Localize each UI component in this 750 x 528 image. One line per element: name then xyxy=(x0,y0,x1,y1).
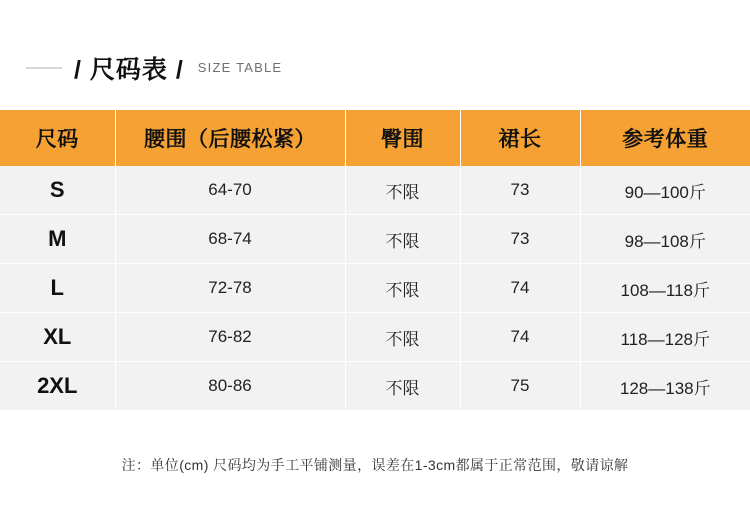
table-row xyxy=(0,215,750,264)
column-header-waist: 腰围（后腰松紧） xyxy=(115,110,345,166)
cell-length: 73 xyxy=(460,166,580,215)
cell-waist: 72-78 xyxy=(115,264,345,313)
cell-length: 73 xyxy=(460,215,580,264)
cell-size: M xyxy=(0,215,115,264)
cell-weight: 128—138斤 xyxy=(580,362,750,411)
page-header xyxy=(0,46,750,90)
header-rule xyxy=(26,67,62,69)
cell-hip: 不限 xyxy=(345,215,460,264)
cell-hip: 不限 xyxy=(345,313,460,362)
column-header-length: 裙长 xyxy=(460,110,580,166)
column-header-size: 尺码 xyxy=(0,110,115,166)
cell-hip: 不限 xyxy=(345,362,460,411)
column-header-hip: 臀围 xyxy=(345,110,460,166)
table-header-row xyxy=(0,110,750,166)
cell-size: S xyxy=(0,166,115,215)
measurement-note: 注：单位(cm) 尺码均为手工平铺测量，误差在1-3cm都属于正常范围，敬请谅解 xyxy=(121,457,629,473)
cell-waist: 80-86 xyxy=(115,362,345,411)
column-header-weight: 参考体重 xyxy=(580,110,750,166)
table-row xyxy=(0,362,750,411)
cell-size: XL xyxy=(0,313,115,362)
cell-waist: 64-70 xyxy=(115,166,345,215)
page-title: / 尺码表 / xyxy=(74,56,184,84)
table-row xyxy=(0,166,750,215)
cell-weight: 118—128斤 xyxy=(580,313,750,362)
cell-hip: 不限 xyxy=(345,166,460,215)
cell-size: 2XL xyxy=(0,362,115,411)
cell-size: L xyxy=(0,264,115,313)
table-row xyxy=(0,313,750,362)
cell-length: 74 xyxy=(460,264,580,313)
cell-waist: 76-82 xyxy=(115,313,345,362)
cell-weight: 98—108斤 xyxy=(580,215,750,264)
table-row xyxy=(0,264,750,313)
size-table xyxy=(0,110,750,410)
cell-weight: 108—118斤 xyxy=(580,264,750,313)
cell-waist: 68-74 xyxy=(115,215,345,264)
page-subtitle: SIZE TABLE xyxy=(197,59,283,75)
cell-length: 74 xyxy=(460,313,580,362)
cell-hip: 不限 xyxy=(345,264,460,313)
cell-weight: 90—100斤 xyxy=(580,166,750,215)
cell-length: 75 xyxy=(460,362,580,411)
